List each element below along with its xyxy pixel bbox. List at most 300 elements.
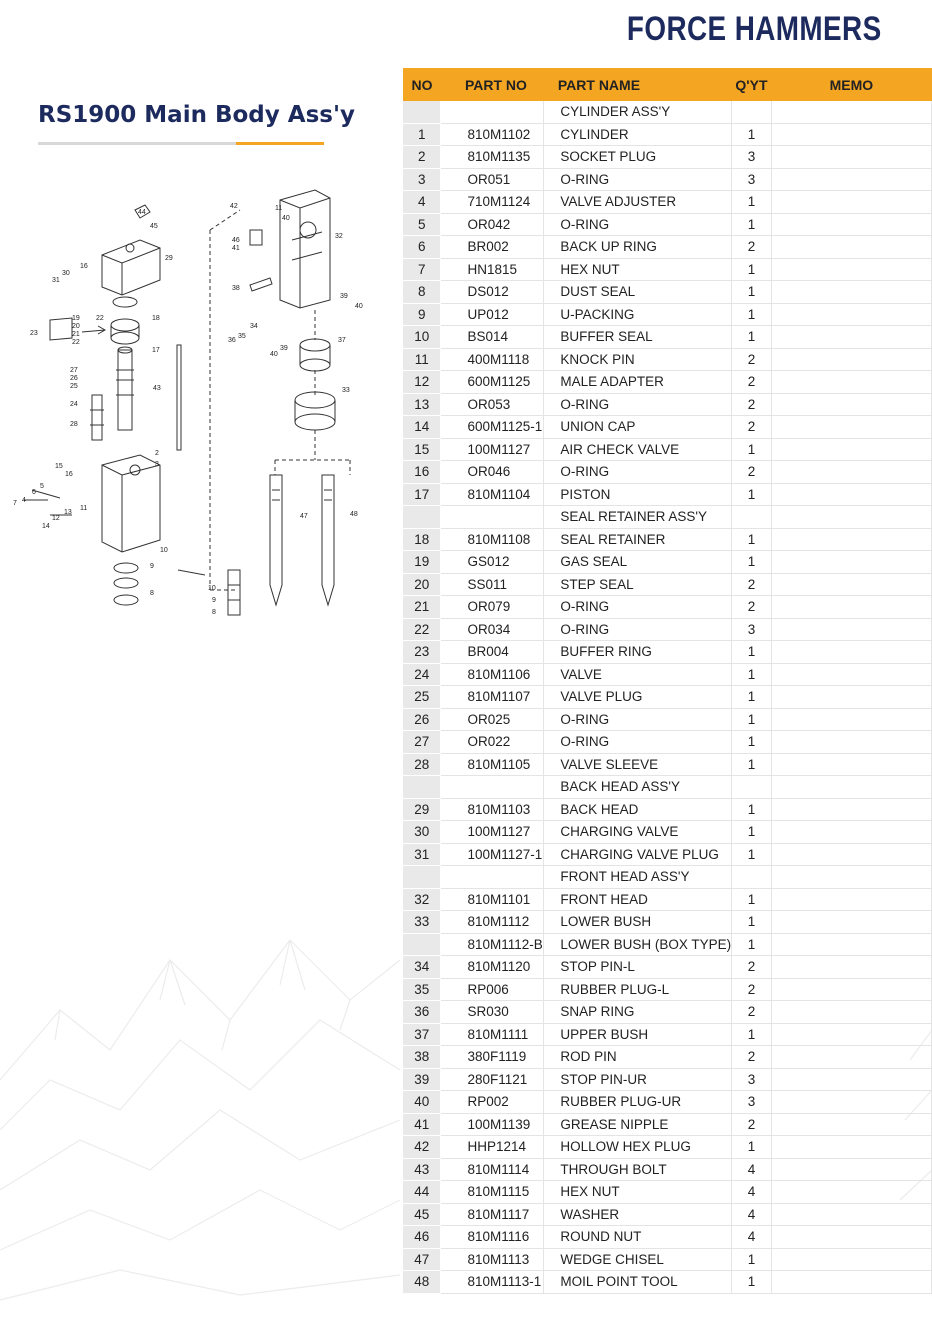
diagram-label: 8 <box>150 590 154 597</box>
row-no: 15 <box>403 438 441 461</box>
row-part-name: HEX NUT <box>544 258 732 281</box>
row-qty: 1 <box>732 708 772 731</box>
row-memo <box>771 506 931 529</box>
row-part-name: DUST SEAL <box>544 281 732 304</box>
table-row <box>403 371 932 394</box>
row-part-no <box>441 506 544 529</box>
row-part-no: 810M1135 <box>441 146 544 169</box>
row-part-no: 100M1127-1 <box>441 843 544 866</box>
table-row <box>403 888 932 911</box>
row-part-no: RP002 <box>441 1091 544 1114</box>
row-no: 35 <box>403 978 441 1001</box>
row-part-name: ROUND NUT <box>544 1226 732 1249</box>
row-qty: 1 <box>732 191 772 214</box>
row-qty: 3 <box>732 146 772 169</box>
title-underline-accent <box>236 142 324 145</box>
row-part-name: WASHER <box>544 1203 732 1226</box>
row-memo <box>771 483 931 506</box>
row-part-name: BACK HEAD ASS'Y <box>544 776 732 799</box>
row-part-name: CHARGING VALVE PLUG <box>544 843 732 866</box>
table-row <box>403 731 932 754</box>
row-part-name: FRONT HEAD <box>544 888 732 911</box>
table-row <box>403 303 932 326</box>
row-no: 12 <box>403 371 441 394</box>
diagram-label: 2 <box>155 450 159 457</box>
row-part-name: O-RING <box>544 461 732 484</box>
row-no: 1 <box>403 123 441 146</box>
diagram-label: 3 <box>155 461 159 468</box>
diagram-label: 40 <box>282 215 290 222</box>
row-part-name: RUBBER PLUG-L <box>544 978 732 1001</box>
diagram-label: 35 <box>238 333 246 340</box>
table-row <box>403 776 932 799</box>
row-part-name: BACK HEAD <box>544 798 732 821</box>
row-part-name: VALVE ADJUSTER <box>544 191 732 214</box>
diagram-label: 25 <box>70 383 78 390</box>
row-part-no: BR004 <box>441 641 544 664</box>
row-memo <box>771 371 931 394</box>
row-part-no: HN1815 <box>441 258 544 281</box>
row-memo <box>771 731 931 754</box>
table-row <box>403 1226 932 1249</box>
diagram-label: 20 <box>72 323 80 330</box>
row-part-no: 280F1121 <box>441 1068 544 1091</box>
col-header-no: NO <box>403 68 441 101</box>
table-row <box>403 348 932 371</box>
row-no: 21 <box>403 596 441 619</box>
table-row <box>403 933 932 956</box>
diagram-label: 32 <box>335 233 343 240</box>
row-no: 29 <box>403 798 441 821</box>
diagram-label: 17 <box>152 347 160 354</box>
row-no: 18 <box>403 528 441 551</box>
row-memo <box>771 258 931 281</box>
diagram-label: 37 <box>338 337 346 344</box>
row-part-name: UNION CAP <box>544 416 732 439</box>
diagram-label: 39 <box>340 293 348 300</box>
row-part-name: O-RING <box>544 708 732 731</box>
row-qty: 2 <box>732 236 772 259</box>
row-qty: 1 <box>732 641 772 664</box>
row-no: 9 <box>403 303 441 326</box>
row-memo <box>771 123 931 146</box>
row-part-name: ROD PIN <box>544 1046 732 1069</box>
row-qty: 2 <box>732 978 772 1001</box>
diagram-label: 40 <box>270 351 278 358</box>
row-qty: 1 <box>732 303 772 326</box>
row-part-no: 810M1101 <box>441 888 544 911</box>
table-row <box>403 168 932 191</box>
table-row <box>403 1158 932 1181</box>
diagram-label: 7 <box>13 500 17 507</box>
row-no: 24 <box>403 663 441 686</box>
diagram-label: 26 <box>70 375 78 382</box>
table-row <box>403 1113 932 1136</box>
row-qty: 1 <box>732 281 772 304</box>
table-row <box>403 798 932 821</box>
row-memo <box>771 1113 931 1136</box>
row-part-no: UP012 <box>441 303 544 326</box>
row-part-name: CHARGING VALVE <box>544 821 732 844</box>
row-part-no: 810M1116 <box>441 1226 544 1249</box>
row-no: 5 <box>403 213 441 236</box>
table-row <box>403 1068 932 1091</box>
diagram-label: 38 <box>232 285 240 292</box>
row-part-no: 380F1119 <box>441 1046 544 1069</box>
diagram-label: 46 <box>232 237 240 244</box>
row-no <box>403 933 441 956</box>
row-memo <box>771 1023 931 1046</box>
row-memo <box>771 573 931 596</box>
row-part-no: BS014 <box>441 326 544 349</box>
table-row <box>403 506 932 529</box>
table-row <box>403 551 932 574</box>
row-memo <box>771 821 931 844</box>
row-part-no: 600M1125 <box>441 371 544 394</box>
row-part-no: 810M1111 <box>441 1023 544 1046</box>
table-row <box>403 123 932 146</box>
row-part-no: 100M1127 <box>441 821 544 844</box>
row-part-no: 600M1125-1 <box>441 416 544 439</box>
row-memo <box>771 551 931 574</box>
row-memo <box>771 596 931 619</box>
diagram-label: 11 <box>80 505 88 512</box>
row-memo <box>771 1248 931 1271</box>
row-qty: 1 <box>732 483 772 506</box>
row-no <box>403 101 441 123</box>
row-part-name: BUFFER SEAL <box>544 326 732 349</box>
row-qty <box>732 506 772 529</box>
row-memo <box>771 1226 931 1249</box>
row-memo <box>771 348 931 371</box>
row-no: 23 <box>403 641 441 664</box>
row-part-no: 810M1113-1 <box>441 1271 544 1294</box>
diagram-label: 10 <box>160 547 168 554</box>
table-row <box>403 978 932 1001</box>
row-qty: 2 <box>732 956 772 979</box>
diagram-label: 29 <box>165 255 173 262</box>
row-qty: 1 <box>732 551 772 574</box>
row-qty: 1 <box>732 326 772 349</box>
row-qty: 3 <box>732 168 772 191</box>
table-row <box>403 641 932 664</box>
diagram-label: 14 <box>42 523 50 530</box>
diagram-label: 27 <box>70 367 78 374</box>
row-no: 48 <box>403 1271 441 1294</box>
diagram-label: 21 <box>72 331 80 338</box>
row-part-no: 810M1115 <box>441 1181 544 1204</box>
row-part-name: STEP SEAL <box>544 573 732 596</box>
table-row <box>403 326 932 349</box>
diagram-label: 19 <box>72 315 80 322</box>
row-part-no: 810M1114 <box>441 1158 544 1181</box>
row-qty: 2 <box>732 1046 772 1069</box>
row-qty: 4 <box>732 1203 772 1226</box>
parts-table <box>403 68 932 1294</box>
row-part-name: MALE ADAPTER <box>544 371 732 394</box>
row-part-name: PISTON <box>544 483 732 506</box>
row-part-no: 810M1112-B <box>441 933 544 956</box>
table-row <box>403 1046 932 1069</box>
row-part-name: SEAL RETAINER <box>544 528 732 551</box>
brand-title: FORCE HAMMERS <box>627 10 882 48</box>
diagram-label: 48 <box>350 511 358 518</box>
row-no: 30 <box>403 821 441 844</box>
row-memo <box>771 528 931 551</box>
diagram-label: 11 <box>275 205 283 212</box>
row-no: 47 <box>403 1248 441 1271</box>
table-row <box>403 821 932 844</box>
row-qty: 2 <box>732 393 772 416</box>
row-memo <box>771 101 931 123</box>
row-part-no: HHP1214 <box>441 1136 544 1159</box>
table-row <box>403 438 932 461</box>
row-no: 2 <box>403 146 441 169</box>
row-no: 32 <box>403 888 441 911</box>
row-qty: 2 <box>732 573 772 596</box>
row-part-no: OR025 <box>441 708 544 731</box>
row-no: 16 <box>403 461 441 484</box>
row-part-no: BR002 <box>441 236 544 259</box>
row-qty: 1 <box>732 731 772 754</box>
row-qty: 4 <box>732 1181 772 1204</box>
row-qty: 2 <box>732 348 772 371</box>
row-part-name: AIR CHECK VALVE <box>544 438 732 461</box>
col-header-memo: MEMO <box>771 68 931 101</box>
diagram-label: 10 <box>208 585 216 592</box>
row-qty: 1 <box>732 123 772 146</box>
diagram-label: 22 <box>96 315 104 322</box>
row-qty: 1 <box>732 821 772 844</box>
table-row <box>403 1001 932 1024</box>
row-memo <box>771 461 931 484</box>
row-part-name: FRONT HEAD ASS'Y <box>544 866 732 889</box>
row-memo <box>771 866 931 889</box>
row-qty: 2 <box>732 371 772 394</box>
table-row <box>403 146 932 169</box>
row-no: 45 <box>403 1203 441 1226</box>
row-qty: 1 <box>732 798 772 821</box>
diagram-label: 24 <box>70 401 78 408</box>
row-no: 7 <box>403 258 441 281</box>
row-part-no: RP006 <box>441 978 544 1001</box>
row-memo <box>771 911 931 934</box>
row-memo <box>771 416 931 439</box>
table-row <box>403 416 932 439</box>
row-qty: 1 <box>732 663 772 686</box>
col-header-qty: Q'YT <box>732 68 772 101</box>
parts-table-body <box>403 101 932 1293</box>
diagram-label: 4 <box>22 497 26 504</box>
row-part-no: 710M1124 <box>441 191 544 214</box>
row-part-name: HEX NUT <box>544 1181 732 1204</box>
row-qty: 1 <box>732 753 772 776</box>
row-part-no: 810M1102 <box>441 123 544 146</box>
diagram-label: 12 <box>52 515 60 522</box>
table-row <box>403 213 932 236</box>
row-part-no: SR030 <box>441 1001 544 1024</box>
row-part-no: 810M1108 <box>441 528 544 551</box>
table-row <box>403 1091 932 1114</box>
exploded-parts-diagram <box>10 170 370 640</box>
row-no: 37 <box>403 1023 441 1046</box>
table-row <box>403 866 932 889</box>
diagram-label: 39 <box>280 345 288 352</box>
row-no <box>403 866 441 889</box>
row-part-name: VALVE PLUG <box>544 686 732 709</box>
diagram-label: 23 <box>30 330 38 337</box>
row-no: 43 <box>403 1158 441 1181</box>
row-part-no: OR034 <box>441 618 544 641</box>
row-part-name: U-PACKING <box>544 303 732 326</box>
col-header-part-name: PART NAME <box>544 68 732 101</box>
row-qty: 2 <box>732 416 772 439</box>
table-row <box>403 101 932 123</box>
row-no: 20 <box>403 573 441 596</box>
diagram-label: 8 <box>212 609 216 616</box>
row-part-name: O-RING <box>544 731 732 754</box>
row-part-name: RUBBER PLUG-UR <box>544 1091 732 1114</box>
row-memo <box>771 191 931 214</box>
row-memo <box>771 978 931 1001</box>
diagram-label: 44 <box>138 209 146 216</box>
row-part-no <box>441 101 544 123</box>
row-qty: 2 <box>732 461 772 484</box>
table-row <box>403 461 932 484</box>
row-no: 28 <box>403 753 441 776</box>
row-part-name: STOP PIN-UR <box>544 1068 732 1091</box>
row-memo <box>771 1158 931 1181</box>
row-qty: 1 <box>732 888 772 911</box>
row-qty: 2 <box>732 1113 772 1136</box>
row-part-no <box>441 866 544 889</box>
row-memo <box>771 663 931 686</box>
row-no: 42 <box>403 1136 441 1159</box>
row-no: 19 <box>403 551 441 574</box>
row-memo <box>771 146 931 169</box>
row-part-name: GREASE NIPPLE <box>544 1113 732 1136</box>
row-memo <box>771 843 931 866</box>
row-part-no: 400M1118 <box>441 348 544 371</box>
row-part-name: MOIL POINT TOOL <box>544 1271 732 1294</box>
diagram-label: 40 <box>355 303 363 310</box>
row-part-no: OR022 <box>441 731 544 754</box>
row-memo <box>771 1203 931 1226</box>
row-no: 44 <box>403 1181 441 1204</box>
row-part-name: HOLLOW HEX PLUG <box>544 1136 732 1159</box>
row-no: 39 <box>403 1068 441 1091</box>
row-part-name: STOP PIN-L <box>544 956 732 979</box>
row-qty: 1 <box>732 686 772 709</box>
diagram-label: 28 <box>70 421 78 428</box>
row-qty: 1 <box>732 213 772 236</box>
row-memo <box>771 641 931 664</box>
title-underline <box>38 142 236 145</box>
row-no: 8 <box>403 281 441 304</box>
row-qty: 1 <box>732 528 772 551</box>
row-qty: 1 <box>732 438 772 461</box>
diagram-label: 36 <box>228 337 236 344</box>
table-header-row <box>403 68 932 101</box>
table-row <box>403 1248 932 1271</box>
row-qty: 1 <box>732 933 772 956</box>
diagram-label: 5 <box>40 483 44 490</box>
row-no <box>403 506 441 529</box>
row-qty: 1 <box>732 258 772 281</box>
row-memo <box>771 281 931 304</box>
table-row <box>403 686 932 709</box>
row-no: 17 <box>403 483 441 506</box>
row-part-name: VALVE SLEEVE <box>544 753 732 776</box>
row-memo <box>771 933 931 956</box>
row-part-name: O-RING <box>544 618 732 641</box>
row-qty: 4 <box>732 1226 772 1249</box>
row-no: 25 <box>403 686 441 709</box>
row-part-name: CYLINDER <box>544 123 732 146</box>
row-qty: 1 <box>732 911 772 934</box>
row-part-name: UPPER BUSH <box>544 1023 732 1046</box>
row-part-name: WEDGE CHISEL <box>544 1248 732 1271</box>
row-part-no: SS011 <box>441 573 544 596</box>
row-part-name: O-RING <box>544 596 732 619</box>
row-qty <box>732 866 772 889</box>
row-qty: 1 <box>732 1136 772 1159</box>
diagram-label: 13 <box>64 509 72 516</box>
row-no: 36 <box>403 1001 441 1024</box>
row-no: 6 <box>403 236 441 259</box>
row-part-name: SEAL RETAINER ASS'Y <box>544 506 732 529</box>
row-part-name: BACK UP RING <box>544 236 732 259</box>
row-no: 27 <box>403 731 441 754</box>
row-memo <box>771 618 931 641</box>
row-part-no: OR046 <box>441 461 544 484</box>
diagram-label: 33 <box>342 387 350 394</box>
table-row <box>403 1271 932 1294</box>
row-part-name: O-RING <box>544 213 732 236</box>
row-memo <box>771 1136 931 1159</box>
diagram-label: 6 <box>32 489 36 496</box>
row-memo <box>771 326 931 349</box>
row-qty: 3 <box>732 1068 772 1091</box>
diagram-label: 9 <box>212 597 216 604</box>
row-part-no: 810M1105 <box>441 753 544 776</box>
table-row <box>403 753 932 776</box>
table-row <box>403 393 932 416</box>
row-no: 40 <box>403 1091 441 1114</box>
row-part-no: OR051 <box>441 168 544 191</box>
row-memo <box>771 1091 931 1114</box>
diagram-label: 34 <box>250 323 258 330</box>
row-no: 34 <box>403 956 441 979</box>
row-part-no: 810M1104 <box>441 483 544 506</box>
diagram-label: 42 <box>230 203 238 210</box>
row-memo <box>771 393 931 416</box>
row-no: 31 <box>403 843 441 866</box>
row-part-name: VALVE <box>544 663 732 686</box>
row-part-name: SNAP RING <box>544 1001 732 1024</box>
diagram-label: 30 <box>62 270 70 277</box>
row-part-no: OR079 <box>441 596 544 619</box>
diagram-label: 18 <box>152 315 160 322</box>
row-memo <box>771 1001 931 1024</box>
row-qty: 3 <box>732 1091 772 1114</box>
diagram-label: 15 <box>55 463 63 470</box>
row-part-name: CYLINDER ASS'Y <box>544 101 732 123</box>
row-qty: 2 <box>732 596 772 619</box>
row-part-no: DS012 <box>441 281 544 304</box>
table-row <box>403 911 932 934</box>
row-no: 10 <box>403 326 441 349</box>
